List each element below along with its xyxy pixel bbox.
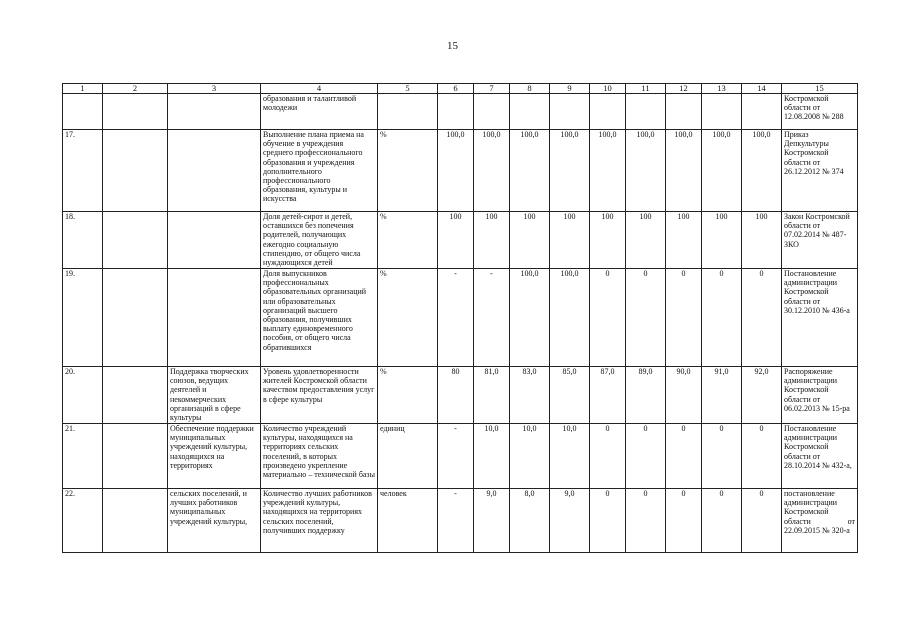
value-cell: 0 [666,489,702,553]
header-cell: 4 [261,84,378,94]
value-cell: 8,0 [510,489,550,553]
value-cell: 10,0 [550,424,590,489]
unit-cell: % [378,367,438,424]
table-row [63,212,858,269]
table-row [63,94,858,130]
indicator-name: Количество лучших работников учреждений культуры, находящихся на территориях сельских поселений, получивших поддержку [261,489,378,553]
value-cell: - [474,269,510,367]
value-cell: - [438,269,474,367]
unit-cell: человек [378,489,438,553]
value-cell: 87,0 [590,367,626,424]
value-cell: 0 [590,424,626,489]
indicator-name: Доля выпускников профессиональных образовательных организаций или образовательных организаций высшего образования, получивших выплату единовременного пособия, от общего числа обратившихся [261,269,378,367]
table-row [63,367,858,424]
indicator-name: Доля детей-сирот и детей, оставшихся без попечения родителей, получающих ежегодно социальную стипендию, от общего числа нуждающихся детей [261,212,378,269]
table-row [63,130,858,212]
header-cell: 3 [168,84,261,94]
indicator-name: Количество учреждений культуры, находящихся на территориях сельских поселений, в которых произведено укрепление материально – технической базы [261,424,378,489]
value-cell: 0 [590,489,626,553]
program-cell [103,424,168,489]
value-cell: 0 [742,269,782,367]
header-cell: 5 [378,84,438,94]
value-cell: 100 [742,212,782,269]
header-cell: 9 [550,84,590,94]
program-cell [103,130,168,212]
header-row [63,84,858,94]
value-cell: 10,0 [474,424,510,489]
value-cell: 0 [742,424,782,489]
table-row [63,269,858,367]
header-cell: 2 [103,84,168,94]
value-cell: 100,0 [510,130,550,212]
value-cell [510,94,550,130]
task-cell: сельских поселений, и лучших работников муниципальных учреждений культуры, [168,489,261,553]
header-cell: 11 [626,84,666,94]
legal-act-cell: Постановление администрации Костромской области от 28.10.2014 № 432-а, [782,424,858,489]
value-cell: 100 [626,212,666,269]
row-number: 20. [63,367,103,424]
value-cell: 100,0 [626,130,666,212]
task-cell [168,212,261,269]
value-cell: 100,0 [550,130,590,212]
indicators-table [62,83,858,553]
value-cell: 100,0 [474,130,510,212]
value-cell: 100,0 [550,269,590,367]
value-cell: 100,0 [742,130,782,212]
header-cell: 13 [702,84,742,94]
header-cell: 7 [474,84,510,94]
value-cell: 90,0 [666,367,702,424]
indicator-name: Уровень удовлетворенности жителей Костромской области качеством предоставления услуг в сфере культуры [261,367,378,424]
value-cell: 10,0 [510,424,550,489]
table-row [63,489,858,553]
legal-act-cell: Приказ Депкультуры Костромской области от 26.12.2012 № 374 [782,130,858,212]
value-cell [550,94,590,130]
value-cell [666,94,702,130]
row-number: 19. [63,269,103,367]
value-cell: 0 [626,489,666,553]
legal-act-cell: Закон Костромской области от 07.02.2014 № 487-ЗКО [782,212,858,269]
value-cell [626,94,666,130]
task-cell: Поддержка творческих союзов, ведущих деятелей и некоммерческих организаций в сфере культуры [168,367,261,424]
value-cell: 0 [590,269,626,367]
value-cell: 89,0 [626,367,666,424]
unit-cell: % [378,212,438,269]
task-cell: Обеспечение поддержки муниципальных учреждений культуры, находящихся на территориях [168,424,261,489]
header-cell: 6 [438,84,474,94]
value-cell: 100 [590,212,626,269]
unit-cell [378,94,438,130]
value-cell: 85,0 [550,367,590,424]
row-number: 17. [63,130,103,212]
value-cell: 100,0 [510,269,550,367]
value-cell: 100,0 [702,130,742,212]
value-cell: 100,0 [438,130,474,212]
row-number [63,94,103,130]
unit-cell: % [378,269,438,367]
header-cell: 15 [782,84,858,94]
value-cell: 0 [626,424,666,489]
value-cell [474,94,510,130]
value-cell [590,94,626,130]
value-cell [438,94,474,130]
row-number: 18. [63,212,103,269]
unit-cell: единиц [378,424,438,489]
value-cell: 100,0 [666,130,702,212]
header-cell: 12 [666,84,702,94]
value-cell: 100 [510,212,550,269]
task-cell [168,130,261,212]
page-number: 15 [447,40,458,52]
value-cell: 0 [702,269,742,367]
legal-act-cell: Постановление администрации Костромской области от 30.12.2010 № 436-а [782,269,858,367]
indicator-name: образования и талантливой молодежи [261,94,378,130]
value-cell: 91,0 [702,367,742,424]
value-cell: 100 [666,212,702,269]
legal-act-cell: Костромской области от 12.08.2008 № 288 [782,94,858,130]
header-cell: 10 [590,84,626,94]
value-cell: 92,0 [742,367,782,424]
value-cell: 100 [474,212,510,269]
header-cell: 14 [742,84,782,94]
header-cell: 1 [63,84,103,94]
table-row [63,424,858,489]
row-number: 21. [63,424,103,489]
task-cell [168,94,261,130]
value-cell: 83,0 [510,367,550,424]
value-cell [702,94,742,130]
value-cell: 100 [550,212,590,269]
value-cell [742,94,782,130]
program-cell [103,367,168,424]
value-cell: - [438,489,474,553]
program-cell [103,212,168,269]
value-cell: 0 [702,424,742,489]
value-cell: 100 [438,212,474,269]
program-cell [103,94,168,130]
row-number: 22. [63,489,103,553]
value-cell: 0 [666,269,702,367]
value-cell: 80 [438,367,474,424]
value-cell: 0 [702,489,742,553]
value-cell: 81,0 [474,367,510,424]
header-cell: 8 [510,84,550,94]
value-cell: 0 [742,489,782,553]
value-cell: 100,0 [590,130,626,212]
program-cell [103,489,168,553]
legal-act-cell: Распоряжение администрации Костромской области от 06.02.2013 № 15-ра [782,367,858,424]
value-cell: 0 [626,269,666,367]
program-cell [103,269,168,367]
unit-cell: % [378,130,438,212]
value-cell: 100 [702,212,742,269]
indicator-name: Выполнение плана приема на обучение в учреждения среднего профессионального образования и учреждения дополнительного профессионального образования, культуры и искусства [261,130,378,212]
value-cell: 0 [666,424,702,489]
task-cell [168,269,261,367]
value-cell: 9,0 [474,489,510,553]
legal-act-cell: постановление администрации Костромской области от 22.09.2015 № 320-а [782,489,858,553]
value-cell: - [438,424,474,489]
value-cell: 9,0 [550,489,590,553]
